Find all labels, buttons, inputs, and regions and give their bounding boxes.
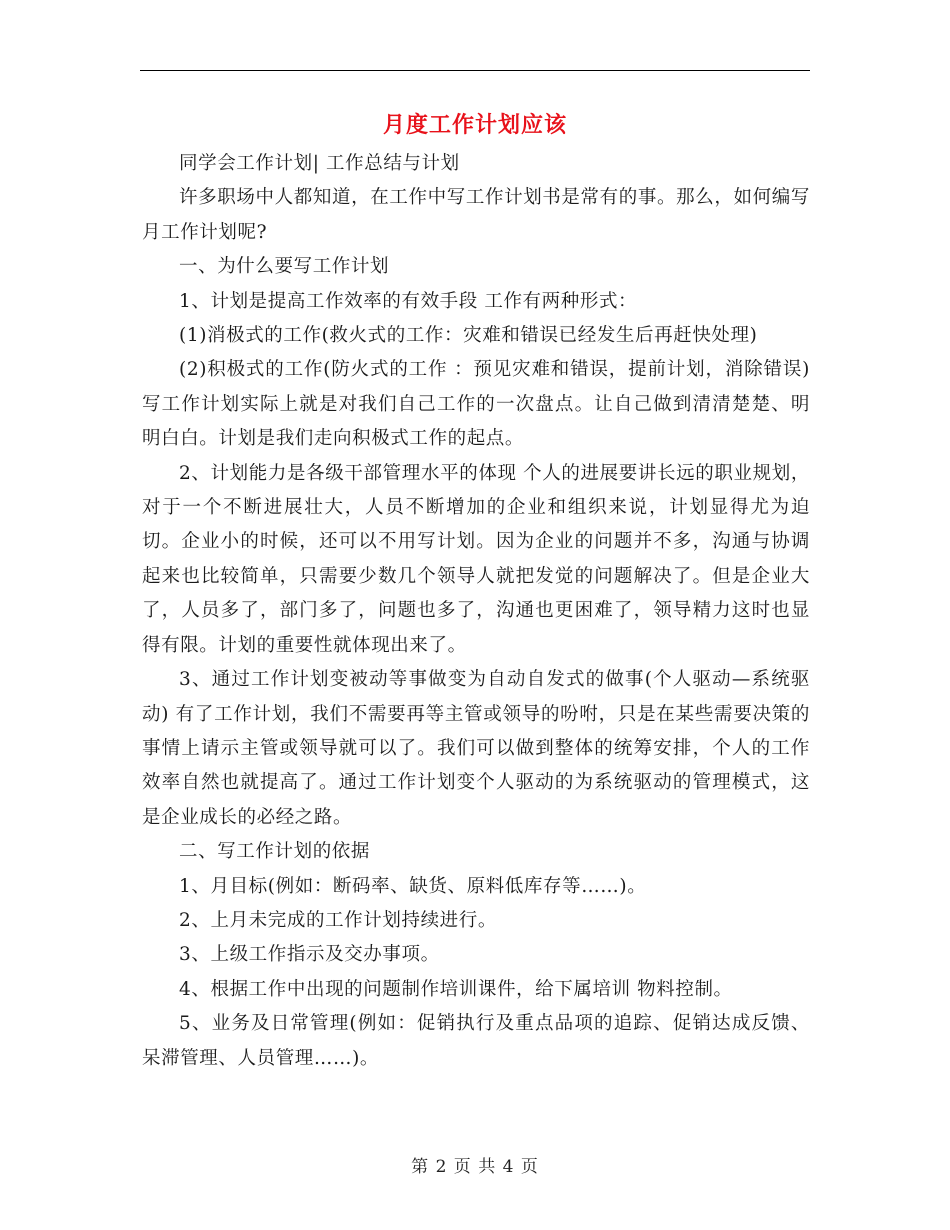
list-item: 3、上级工作指示及交办事项。: [179, 944, 440, 966]
list-item: 1、月目标(例如：断码率、缺货、原料低库存等……)。: [179, 875, 647, 897]
section-heading: 二、写工作计划的依据: [179, 841, 371, 863]
page-number: 第 2 页 共 4 页: [411, 1157, 539, 1177]
document-title: 月度工作计划应该: [382, 112, 567, 138]
paragraph: 同学会工作计划| 工作总结与计划: [179, 153, 460, 174]
paragraph: 1、计划是提高工作效率的有效手段 工作有两种形式：: [179, 290, 638, 312]
list-item: 4、根据工作中出现的问题制作培训课件，给下属培训 物料控制。: [179, 978, 733, 1000]
paragraph: 2、计划能力是各级干部管理水平的体现 个人的进展要讲长远的职业规划，对于一个不断进展壮大，人员不断增加的企业和组织来说，计划显得尤为迫切。企业小的时候，还可以不用写计划。因为企业的问题并不多，沟通与协调起来也比较简单，只需要少数几个领导人就把发觉的问题解决了。但是企业大了，人员多了，部门多了，问题也多了，沟通也更困难了，领导精力这时也显得有限。计划的重要性就体现出来了。: [142, 462, 810, 656]
paragraph: (2)积极式的工作(防火式的工作 ：预见灾难和错误，提前计划，消除错误) 写工作计划实际上就是对我们自己工作的一次盘点。让自己做到清清楚楚、明明白白。计划是我们走向积极式工作的起点。: [142, 359, 810, 450]
section-heading: 一、为什么要写工作计划: [179, 256, 390, 278]
document-body: [142, 147, 810, 1076]
header-rule: [140, 70, 810, 71]
list-item: 5、业务及日常管理(例如：促销执行及重点品项的追踪、促销达成反馈、呆滞管理、人员管理……)。: [142, 1013, 810, 1069]
paragraph: (1)消极式的工作(救火式的工作：灾难和错误已经发生后再赶快处理): [179, 325, 758, 347]
list-item: 2、上月未完成的工作计划持续进行。: [179, 909, 497, 931]
paragraph: 许多职场中人都知道，在工作中写工作计划书是常有的事。那么，如何编写月工作计划呢?: [142, 187, 810, 243]
paragraph: 3、通过工作计划变被动等事做变为自动自发式的做事(个人驱动—系统驱动) 有了工作计划，我们不需要再等主管或领导的吩咐，只是在某些需要决策的事情上请示主管或领导就可以了。我们可以做到整体的统筹安排，个人的工作效率自然也就提高了。通过工作计划变个人驱动的为系统驱动的管理模式，这是企业成长的必经之路。: [142, 669, 810, 828]
